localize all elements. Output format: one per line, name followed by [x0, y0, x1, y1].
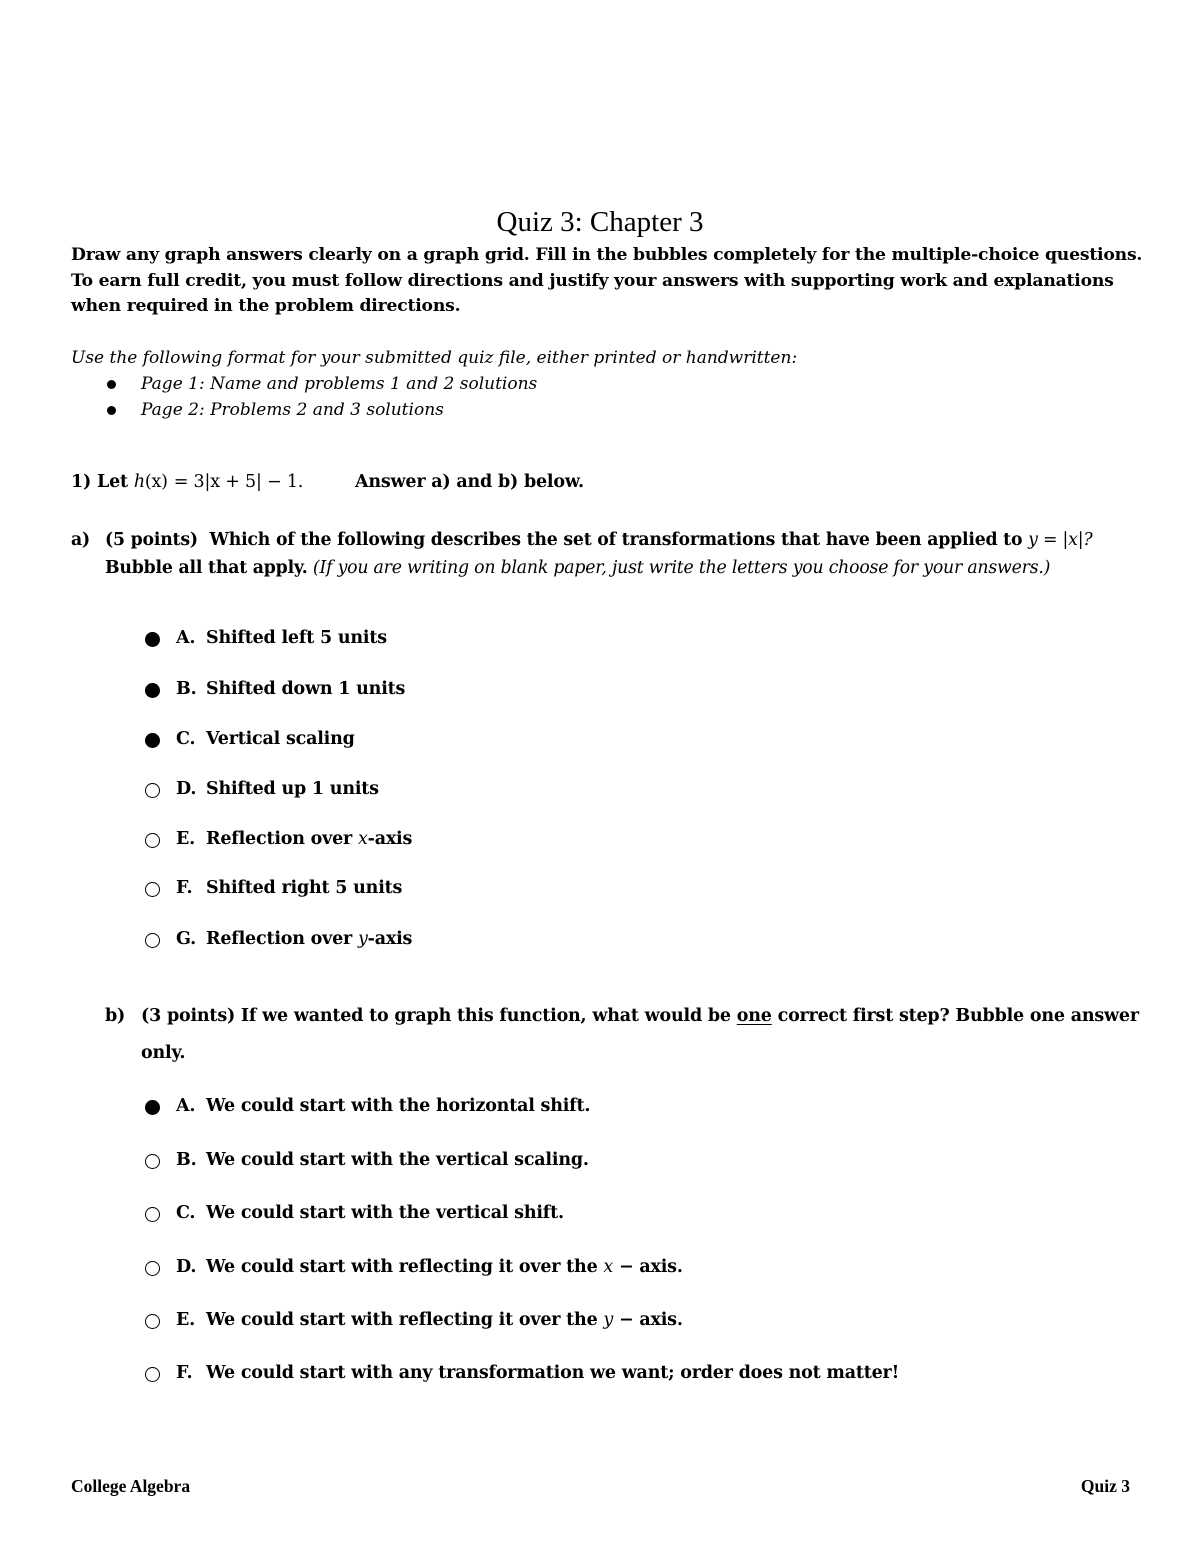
part-a-option-d [176, 779, 379, 799]
format-section [71, 345, 797, 423]
option-text: Reflection over [206, 829, 358, 849]
option-text: We could start with the horizontal shift. [206, 1096, 591, 1116]
part-a-option-f [176, 878, 402, 898]
option-text: Shifted down 1 units [206, 679, 406, 699]
part-b-bubble-a[interactable] [145, 1100, 160, 1115]
part-a-bubble-e[interactable] [145, 833, 160, 848]
option-letter: E. [176, 1310, 196, 1330]
option-text: Shifted right 5 units [206, 878, 403, 898]
instructions-line: To earn full credit, you must follow directions and justify your answers with supporting work and explanations [71, 270, 1114, 291]
part-b-bubble-f[interactable] [145, 1367, 160, 1382]
part-a-note: (If you are writing on blank paper, just write the letters you choose for your answers.) [312, 558, 1051, 578]
footer-quiz: Quiz 3 [1080, 1476, 1130, 1496]
part-a-bubble-d[interactable] [145, 783, 160, 798]
function-arg: (x) [144, 472, 168, 492]
part-a-option-g [176, 929, 412, 949]
part-a-directive: Bubble all that apply. [105, 558, 308, 578]
question-let: Let [96, 472, 128, 492]
option-letter: G. [176, 929, 197, 949]
page-title: Quiz 3: Chapter 3 [496, 206, 704, 238]
part-a-option-b [176, 679, 405, 699]
part-a-bubble-a[interactable] [145, 632, 160, 647]
option-variable: x [603, 1257, 614, 1277]
option-text: We could start with reflecting it over the [206, 1310, 604, 1330]
option-letter: C. [176, 729, 196, 749]
function-name: h [133, 472, 145, 492]
option-letter: D. [176, 1257, 197, 1277]
part-b-bubble-d[interactable] [145, 1261, 160, 1276]
part-a-label: a) [71, 530, 90, 550]
option-letter: B. [176, 1150, 197, 1170]
option-letter: A. [176, 1096, 196, 1116]
part-a-equation: y = |x|? [1028, 530, 1093, 550]
part-b-emphasis: one [736, 1006, 772, 1026]
option-text: We could start with the vertical shift. [206, 1203, 564, 1223]
part-b-bubble-c[interactable] [145, 1207, 160, 1222]
option-text: Reflection over [206, 929, 358, 949]
part-b-bubble-e[interactable] [145, 1314, 160, 1329]
part-b-label: b) [105, 1006, 126, 1026]
part-b-question: (3 points) If we wanted to graph this function, what would be [141, 1006, 731, 1026]
part-a-question: Which of the following describes the set of transformations that have been applied to [209, 530, 1023, 550]
format-bullet: Page 1: Name and problems 1 and 2 solutions [71, 371, 797, 397]
option-text-suffix: -axis [367, 829, 413, 849]
part-b-line1 [105, 1006, 1139, 1026]
part-a-bubble-b[interactable] [145, 683, 160, 698]
option-text: Vertical scaling [206, 729, 355, 749]
part-b-option-d [176, 1257, 683, 1277]
function-definition: = 3|x + 5| − 1. [173, 472, 304, 492]
option-text: We could start with reflecting it over the [206, 1257, 604, 1277]
part-b-question-cont: correct first step? Bubble one answer [777, 1006, 1139, 1026]
part-b-option-e [176, 1310, 683, 1330]
question-1-header [71, 472, 584, 492]
option-variable: x [357, 829, 368, 849]
option-letter: F. [176, 878, 193, 898]
option-letter: B. [176, 679, 197, 699]
part-a-option-e [176, 829, 412, 849]
question-number: 1) [71, 472, 92, 492]
instructions-line: Draw any graph answers clearly on a graph grid. Fill in the bubbles completely for the multiple-choice questions. [71, 245, 1143, 265]
option-letter: A. [176, 628, 196, 648]
part-a-line2 [105, 558, 1050, 578]
option-text-suffix: − axis. [613, 1257, 683, 1277]
part-b-line2: only. [141, 1043, 186, 1063]
question-instruction: Answer a) and b) below. [354, 472, 584, 492]
part-a-option-c [176, 729, 355, 749]
instructions [71, 243, 1142, 320]
option-text: We could start with any transformation we want; order does not matter! [206, 1363, 900, 1383]
option-variable: y [603, 1310, 614, 1330]
part-a-bubble-f[interactable] [145, 882, 160, 897]
option-letter: E. [176, 829, 196, 849]
option-letter: C. [176, 1203, 196, 1223]
part-a-points: (5 points) [105, 530, 198, 550]
part-b-option-f [176, 1363, 899, 1383]
footer-course: College Algebra [71, 1476, 191, 1496]
part-b-option-c [176, 1203, 564, 1223]
option-letter: D. [176, 779, 197, 799]
option-letter: F. [176, 1363, 193, 1383]
option-text-suffix: − axis. [613, 1310, 683, 1330]
format-bullet: Page 2: Problems 2 and 3 solutions [71, 397, 797, 423]
option-text: Shifted left 5 units [206, 628, 387, 648]
part-b-bubble-b[interactable] [145, 1154, 160, 1169]
instructions-line: when required in the problem directions. [71, 296, 461, 316]
part-a-bubble-g[interactable] [145, 933, 160, 948]
option-text-suffix: -axis [367, 929, 413, 949]
option-text: Shifted up 1 units [206, 779, 379, 799]
part-a-line1 [71, 530, 1092, 550]
option-text: We could start with the vertical scaling. [206, 1150, 589, 1170]
format-heading: Use the following format for your submitted quiz file, either printed or handwritten: [71, 348, 798, 368]
part-b-option-b [176, 1150, 589, 1170]
option-variable: y [357, 929, 368, 949]
part-a-bubble-c[interactable] [145, 733, 160, 748]
part-a-option-a [176, 628, 387, 648]
part-b-option-a [176, 1096, 590, 1116]
